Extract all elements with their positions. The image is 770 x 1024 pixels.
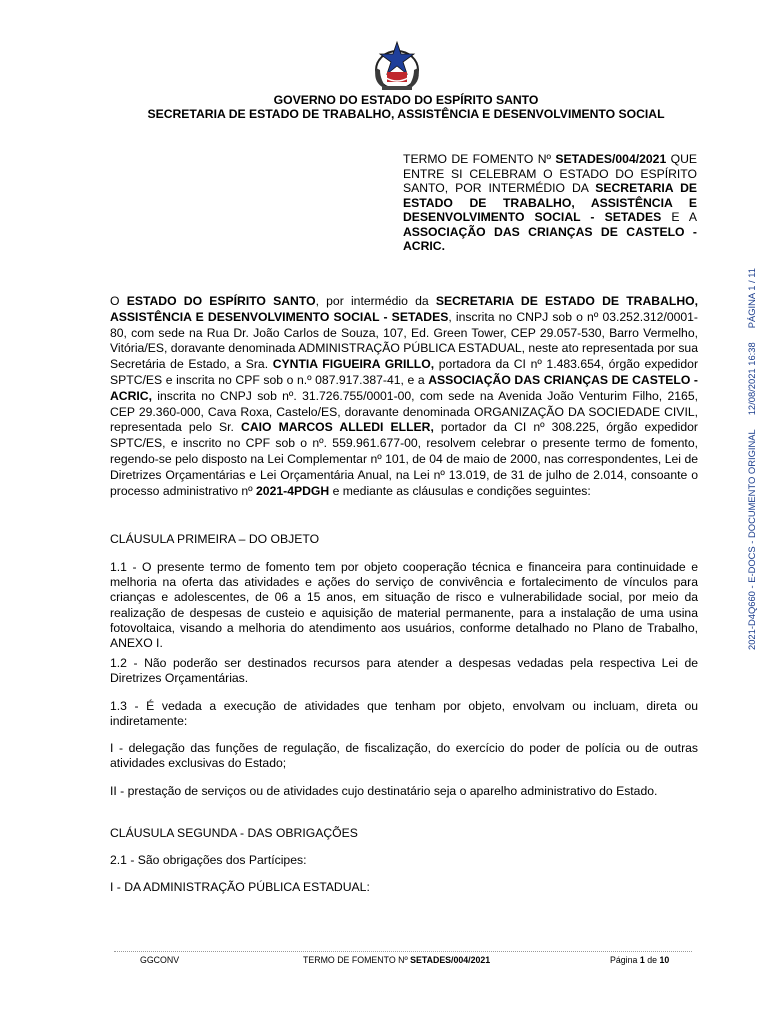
- secretariat-title: SECRETARIA DE ESTADO DE TRABALHO, ASSISTÊNCIA E DESENVOLVIMENTO SOCIAL: [147, 107, 665, 121]
- document-side-stamp: [746, 268, 757, 650]
- stamp-doc-id: 2021-D4Q660 - E-DOCS - DOCUMENTO ORIGINAL: [746, 429, 757, 650]
- clause-2-1: 2.1 - São obrigações dos Partícipes:: [110, 853, 307, 867]
- clause-1-3-item-ii: II - prestação de serviços ou de atividades cujo destinatário seja o aparelho administrativo do Estado.: [110, 784, 658, 798]
- footer-page-number: Página 1 de 10: [610, 955, 670, 965]
- clause-1-3: 1.3 - É vedada a execução de atividades que tenham por objeto, envolvam ou incluam, direta ou indiretamente:: [110, 699, 698, 729]
- clause-1-title: CLÁUSULA PRIMEIRA – DO OBJETO: [110, 532, 320, 546]
- footer-center: TERMO DE FOMENTO Nº SETADES/004/2021: [303, 955, 491, 965]
- preamble-paragraph: O ESTADO DO ESPÍRITO SANTO, por intermédio da SECRETARIA DE ESTADO DE TRABALHO, ASSISTÊNCIA E DESENVOLVIMENTO SOCIAL - SETADES, inscrita no CNPJ sob o nº 03.252.312/0001-80, com sede na Rua Dr. João Carlos de Souza, 107, Ed. Green Tower, CEP 29.057-530, Barro Vermelho, Vitória/ES, doravante denominada ADMINISTRAÇÃO PÚBLICA ESTADUAL, neste ato representada por sua Secretária de Estado, a Sra. CYNTIA FIGUEIRA GRILLO, portadora da CI nº 1.483.654, órgão expedidor SPTC/ES e inscrita no CPF sob o n.º 087.917.387-41, e a ASSOCIAÇÃO DAS CRIANÇAS DE CASTELO - ACRIC, inscrita no CNPJ sob nº. 31.726.755/0001-00, com sede na Avenida João Venturim Filho, 2165, CEP 29.360-000, Cava Roxa, Castelo/ES, doravante denominada ORGANIZAÇÃO DA SOCIEDADE CIVIL, representada pelo Sr. CAIO MARCOS ALLEDI ELLER, portador da CI nº 308.225, órgão expedidor SPTC/ES, e inscrito no CPF sob o nº. 559.961.677-00, resolvem celebrar o presente termo de fomento, regendo-se pelo disposto na Lei Complementar nº 101, de 04 de maio de 2000, nas correspondentes, Lei de Diretrizes Orçamentárias e Lei Orçamentária Anual, na Lei nº 13.019, de 31 de julho de 2.014, consoante o processo administrativo nº 2021-4PDGH e mediante as cláusulas e condições seguintes:: [110, 294, 699, 498]
- agreement-number: SETADES/004/2021: [555, 152, 667, 166]
- clause-1-3-item-i: I - delegação das funções de regulação, de fiscalização, do exercício do poder de polícia ou de outras atividades exclusivas do Estado;: [110, 741, 698, 771]
- clause-1-1: 1.1 - O presente termo de fomento tem por objeto cooperação técnica e financeira para continuidade e melhoria na oferta das atividades e ações do serviço de convivência e fortalecimento de vínculos para crianças e adolescentes, de 06 a 15 anos, em situação de risco e vulnerabilidade social, por meio da realização de despesas de custeio e aquisição de material permanente, para a instalação de uma usina fotovoltaica, visando a melhoria do atendimento aos usuários, conforme detalhado no Plano de Trabalho, ANEXO I.: [110, 560, 698, 651]
- footer-divider: [114, 951, 692, 952]
- clause-1-2: 1.2 - Não poderão ser destinados recursos para atender a despesas vedadas pela respectiva Lei de Diretrizes Orçamentárias.: [110, 656, 698, 686]
- clause-2-title: CLÁUSULA SEGUNDA - DAS OBRIGAÇÕES: [110, 826, 358, 840]
- footer-left: GGCONV: [140, 955, 180, 965]
- clause-2-item-i: I - DA ADMINISTRAÇÃO PÚBLICA ESTADUAL:: [110, 880, 370, 894]
- stamp-page: PÁGINA 1 / 11: [746, 268, 757, 329]
- agreement-title-block: TERMO DE FOMENTO Nº SETADES/004/2021 QUE ENTRE SI CELEBRAM O ESTADO DO ESPÍRITO SANTO, POR INTERMÉDIO DA SECRETARIA DE ESTADO DE TRABALHO, ASSISTÊNCIA E DESENVOLVIMENTO SOCIAL - SETADES E A ASSOCIAÇÃO DAS CRIANÇAS DE CASTELO - ACRIC.: [403, 152, 698, 253]
- coat-of-arms-icon: [368, 38, 426, 96]
- stamp-datetime: 12/08/2021 16:38: [746, 342, 757, 416]
- government-title: GOVERNO DO ESTADO DO ESPÍRITO SANTO: [273, 93, 539, 107]
